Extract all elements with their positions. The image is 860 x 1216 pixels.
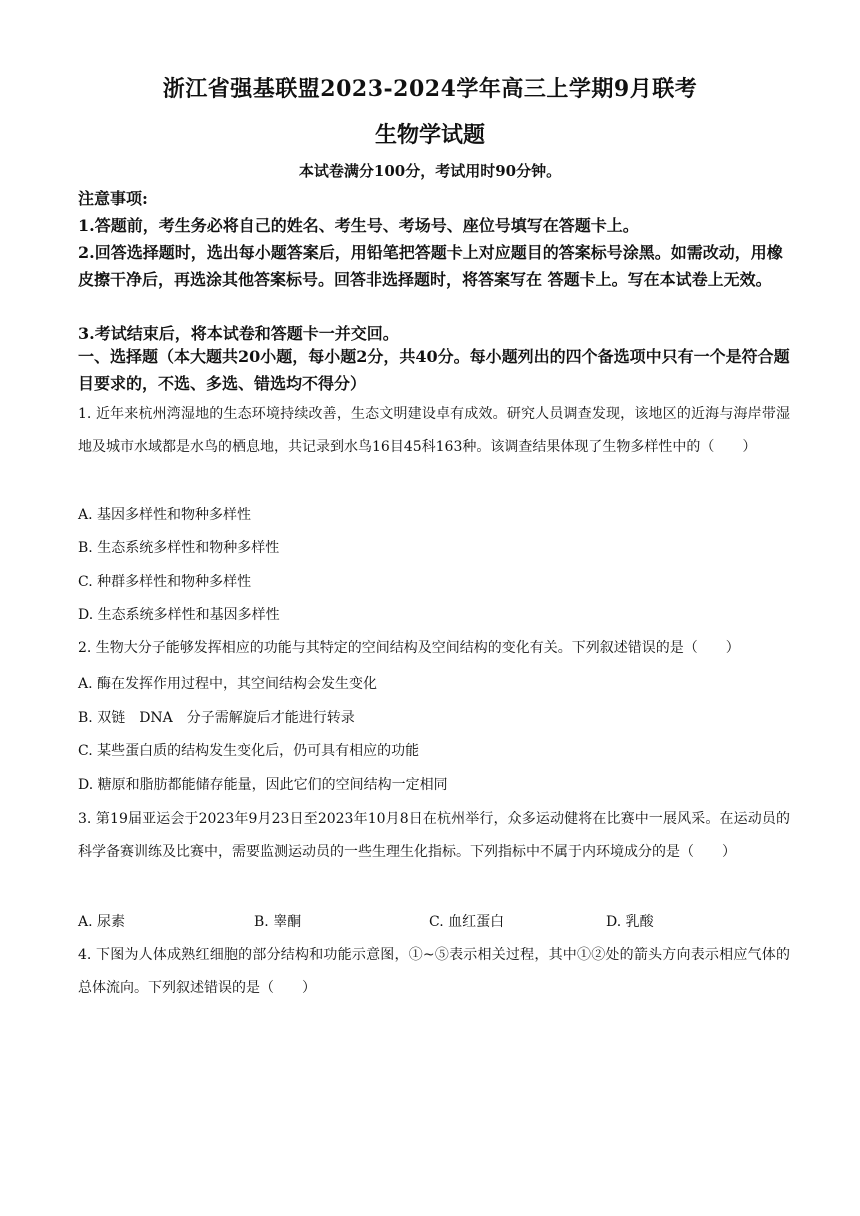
question-2-option-d: D. 糖原和脂肪都能储存能量，因此它们的空间结构一定相同 — [78, 777, 448, 793]
question-2-option-b: B. 双链 DNA 分子需解旋后才能进行转录 — [78, 710, 355, 726]
note-item-2: 2.回答选择题时，选出每小题答案后，用铅笔把答题卡上对应题目的答案标号涂黑。如需改动，用橡皮擦干净后，再选涂其他答案标号。回答非选择题时，将答案写在 答题卡上。写在本试卷上无效。 — [78, 243, 783, 289]
question-2-stem: 2. 生物大分子能够发挥相应的功能与其特定的空间结构及空间结构的变化有关。下列叙述错误的是（ ） — [78, 640, 740, 656]
question-1-option-b: B. 生态系统多样性和物种多样性 — [78, 540, 280, 556]
question-4-stem: 4. 下图为人体成熟红细胞的部分结构和功能示意图，①~⑤表示相关过程，其中①②处的箭头方向表示相应气体的总体流向。下列叙述错误的是（ ） — [78, 947, 790, 996]
question-1-option-a: A. 基因多样性和物种多样性 — [78, 507, 252, 523]
note-item-1: 1.答题前，考生务必将自己的姓名、考生号、考场号、座位号填写在答题卡上。 — [78, 216, 639, 235]
question-3-option-b: B. 睾酮 — [254, 914, 302, 930]
question-2-option-c: C. 某些蛋白质的结构发生变化后，仍可具有相应的功能 — [78, 743, 420, 759]
question-1-option-d: D. 生态系统多样性和基因多样性 — [78, 607, 280, 623]
exam-title: 浙江省强基联盟2023-2024学年高三上学期9月联考 — [162, 76, 698, 102]
exam-subject: 生物学试题 — [374, 122, 485, 148]
notes-heading: 注意事项: — [78, 189, 148, 208]
question-3-option-c: C. 血红蛋白 — [429, 914, 505, 930]
question-3-stem: 3. 第19届亚运会于2023年9月23日至2023年10月8日在杭州举行，众多运动健将在比赛中一展风采。在运动员的科学备赛训练及比赛中，需要监测运动员的一些生理生化指标。下列指标中不属于内环境成分的是（ ） — [78, 811, 790, 860]
question-1-option-c: C. 种群多样性和物种多样性 — [78, 574, 252, 590]
note-item-3: 3.考试结束后，将本试卷和答题卡一并交回。 — [78, 324, 399, 343]
question-2-option-a: A. 酶在发挥作用过程中，其空间结构会发生变化 — [78, 676, 378, 692]
question-3-option-a: A. 尿素 — [78, 914, 126, 930]
question-3-options — [78, 912, 790, 932]
section-heading: 一、选择题（本大题共20小题，每小题2分，共40分。每小题列出的四个备选项中只有一个是符合题目要求的，不选、多选、错选均不得分） — [78, 347, 790, 393]
exam-info: 本试卷满分100分，考试用时90分钟。 — [298, 162, 562, 180]
question-3-option-d: D. 乳酸 — [606, 914, 654, 930]
question-1-stem: 1. 近年来杭州湾湿地的生态环境持续改善，生态文明建设卓有成效。研究人员调查发现，该地区的近海与海岸带湿地及城市水域都是水鸟的栖息地，共记录到水鸟16目45科163种。该调查结果体现了生物多样性中的（ ） — [78, 406, 790, 455]
